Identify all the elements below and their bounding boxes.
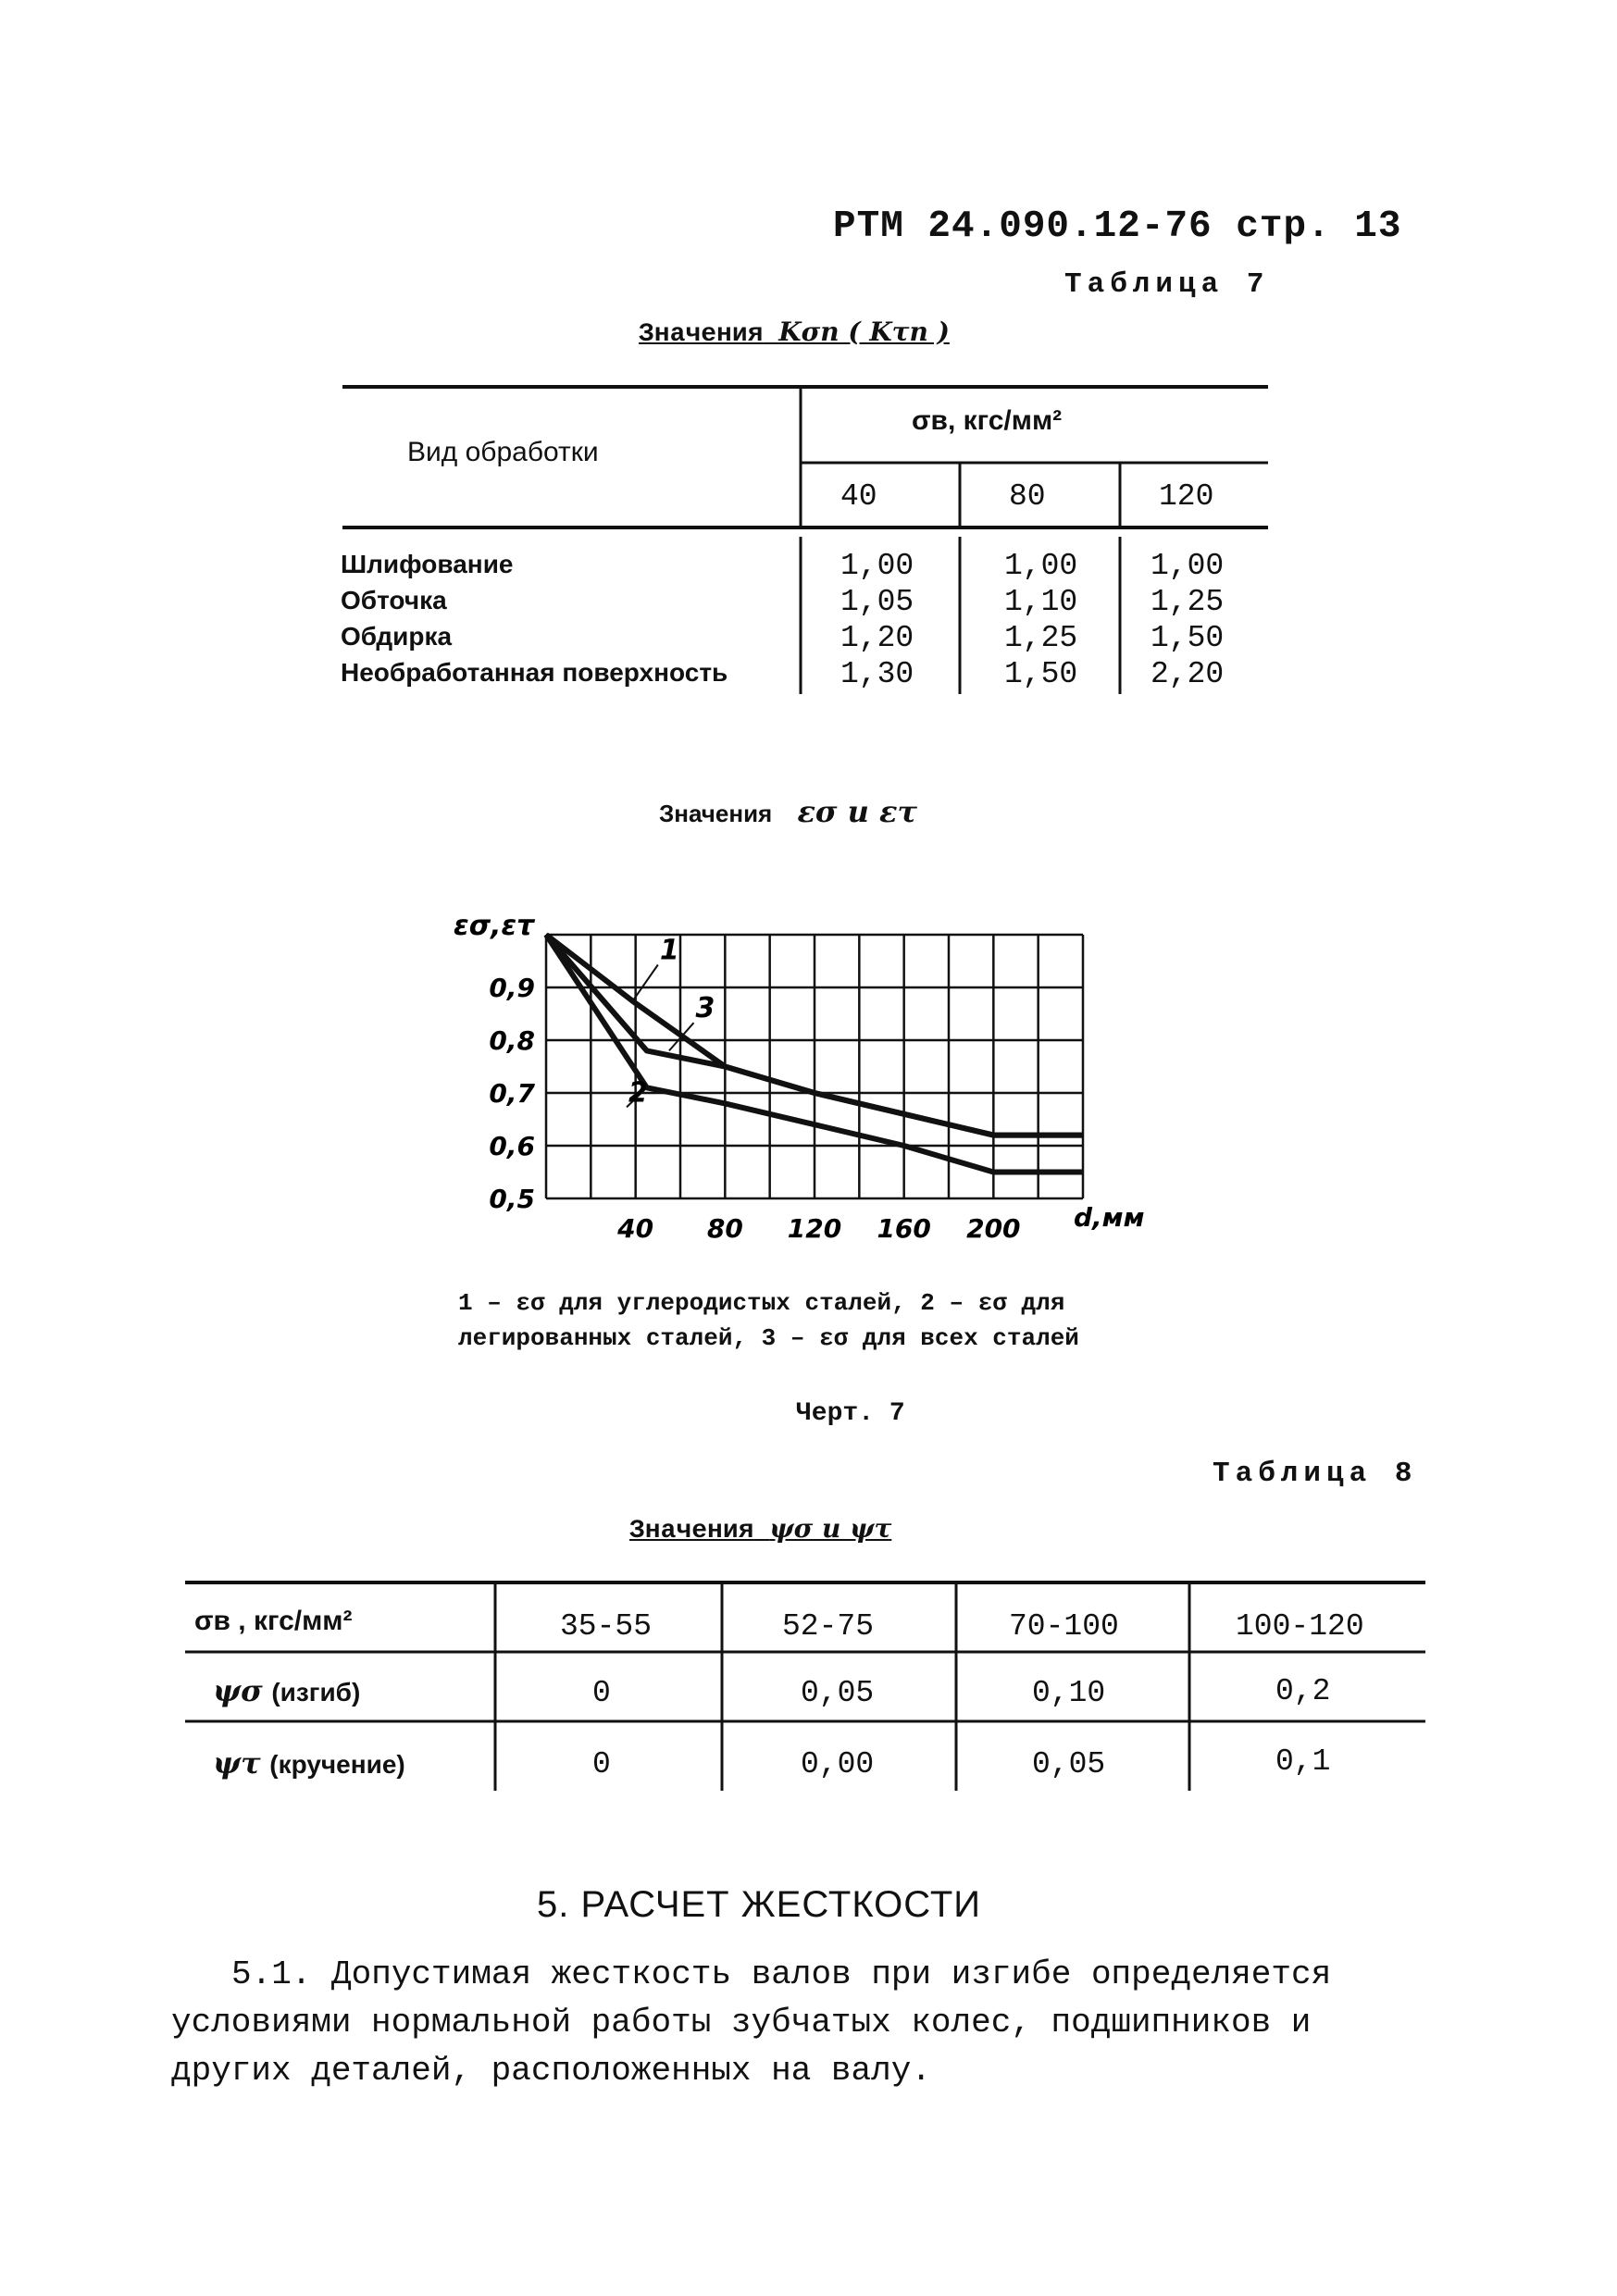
table7-cell: 1,25 <box>1151 585 1225 619</box>
curve-label: 2 <box>628 1076 648 1110</box>
y-tick-label: 0,7 <box>489 1078 535 1109</box>
figure7-caption-line2: легированных сталей, 3 – εσ для всех сталей <box>458 1324 1079 1352</box>
x-tick-label: 120 <box>787 1213 842 1240</box>
x-tick-label: 200 <box>966 1213 1021 1240</box>
table7-cell: 1,20 <box>840 621 914 655</box>
table7-col-40: 40 <box>840 479 877 514</box>
psi-tau-symbol: ψτ <box>213 1745 261 1781</box>
y-tick-label: 0,6 <box>489 1131 535 1161</box>
figure7-title <box>659 794 917 829</box>
y-tick-label: 0,8 <box>489 1025 535 1056</box>
table7-cell: 1,25 <box>1004 621 1078 655</box>
y-tick-label: 0,5 <box>489 1184 535 1214</box>
table7-row-label: Необработанная поверхность <box>341 658 728 687</box>
table7-cell: 2,20 <box>1151 657 1225 691</box>
table8-title <box>629 1513 891 1545</box>
table7-cell: 1,10 <box>1004 585 1078 619</box>
figure7-caption-line1: 1 – εσ для углеродистых сталей, 2 – εσ для <box>458 1289 1065 1317</box>
table7-title-prefix: Значения <box>639 320 764 349</box>
table7-label: Таблица 7 <box>1064 268 1270 301</box>
chart-ticks <box>489 973 1020 1240</box>
table8-cell: 0,00 <box>801 1747 875 1781</box>
row-label-text: (изгиб) <box>271 1678 361 1706</box>
chart-grid <box>546 935 1083 1198</box>
table7-cell: 1,00 <box>1151 549 1225 583</box>
row-label-text: (кручение) <box>269 1750 405 1779</box>
figure7-chart <box>435 907 1194 1240</box>
chart-x-axis-label: d,мм <box>1074 1202 1145 1233</box>
figure7-title-prefix: Значения <box>659 800 773 827</box>
table8-row-label <box>213 1745 405 1781</box>
table7-cell: 1,50 <box>1151 621 1225 655</box>
table7-row-label: Обдирка <box>341 622 453 651</box>
table8-label: Таблица 8 <box>1213 1458 1418 1490</box>
table7-cell: 1,05 <box>840 585 914 619</box>
x-tick-label: 160 <box>877 1213 931 1240</box>
table8-title-prefix: Значения <box>629 1517 754 1545</box>
section5-paragraph-line: других деталей, расположенных на валу. <box>171 2052 931 2090</box>
curve-label: 3 <box>695 992 715 1025</box>
table8-cell: 0,10 <box>1032 1676 1106 1710</box>
table8-col: 100-120 <box>1236 1609 1364 1644</box>
section5-heading: 5. РАСЧЕТ ЖЕСТКОСТИ <box>537 1884 982 1925</box>
table7-title-symbols: Kσп ( Kτп ) <box>778 316 950 347</box>
table8-cell: 0,05 <box>1032 1747 1106 1781</box>
table7-title <box>639 316 950 349</box>
table7-row-label: Обточка <box>341 586 447 614</box>
chart-y-axis-label: εσ,ετ <box>454 910 535 942</box>
page-header: РТМ 24.090.12-76 стр. 13 <box>833 205 1402 248</box>
table7-row-header: Вид обработки <box>407 437 599 467</box>
table8-cell: 0,2 <box>1275 1674 1331 1708</box>
x-tick-label: 40 <box>617 1213 654 1240</box>
table8-col: 70-100 <box>1009 1609 1119 1644</box>
table7-group-header: σв, кгс/мм² <box>912 405 1063 436</box>
table8-header-label: σв , кгс/мм² <box>194 1606 353 1636</box>
section5-paragraph-line: условиями нормальной работы зубчатых колес, подшипников и <box>171 2004 1312 2042</box>
y-tick-label: 0,9 <box>489 973 535 1003</box>
table8-col: 35-55 <box>560 1609 653 1644</box>
psi-sigma-symbol: ψσ <box>213 1673 263 1708</box>
table8-cell: 0,05 <box>801 1676 875 1710</box>
x-tick-label: 80 <box>706 1213 743 1240</box>
table8-cell: 0 <box>592 1747 611 1781</box>
chart-curve-labels <box>627 935 715 1110</box>
table8-cell: 0 <box>592 1676 611 1710</box>
table7-cell: 1,00 <box>840 549 914 583</box>
figure7-title-symbols: εσ и ετ <box>797 794 918 829</box>
table7-cell: 1,00 <box>1004 549 1078 583</box>
curve-label: 1 <box>659 934 679 967</box>
table8-col: 52-75 <box>782 1609 875 1644</box>
table7-cell: 1,30 <box>840 657 914 691</box>
table7-row-label: Шлифование <box>341 550 514 578</box>
table8-row-label <box>213 1673 360 1708</box>
table7-col-80: 80 <box>1009 479 1046 514</box>
figure7-label: Черт. 7 <box>796 1399 905 1428</box>
table8-cell: 0,1 <box>1275 1744 1331 1779</box>
table8-title-symbols: ψσ и ψτ <box>769 1513 892 1544</box>
table7-cell: 1,50 <box>1004 657 1078 691</box>
section5-paragraph-line: 5.1. Допустимая жесткость валов при изгибе определяется <box>231 1955 1332 1993</box>
table7-col-120: 120 <box>1159 479 1214 514</box>
